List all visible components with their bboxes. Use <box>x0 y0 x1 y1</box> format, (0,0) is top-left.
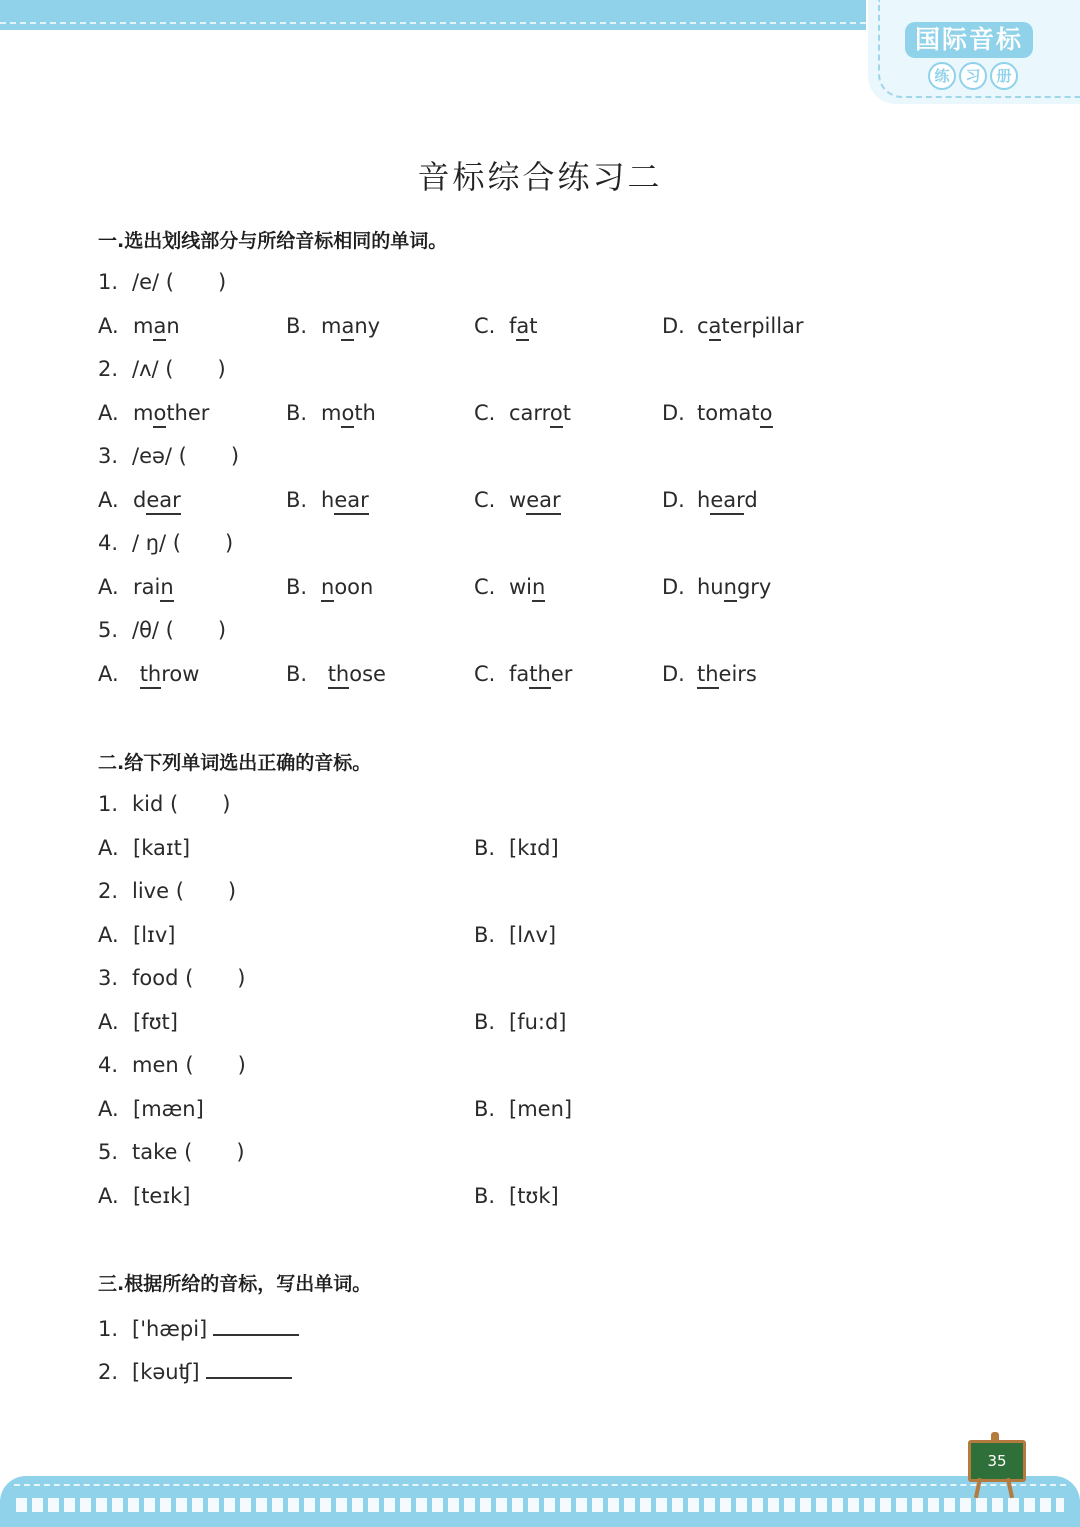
ipa-option: [fu:d] <box>509 1010 567 1034</box>
word-part: m <box>321 401 342 425</box>
question-word: men ( <box>132 1053 194 1077</box>
option-label: B. <box>474 923 496 947</box>
question-word: take ( <box>132 1140 193 1164</box>
option-label: C. <box>474 488 496 512</box>
underlined-letters: ear <box>710 488 744 515</box>
ipa-option: [mæn] <box>133 1097 204 1121</box>
question-number: 4. <box>98 531 119 555</box>
word-part: n <box>166 314 180 338</box>
option-label: A. <box>98 488 119 512</box>
page-title: 音标综合练习二 <box>417 158 663 196</box>
word-part <box>133 662 140 686</box>
question-number: 5. <box>98 1140 119 1164</box>
underlined-letters: o <box>760 401 773 428</box>
option-b <box>474 1182 559 1210</box>
question-number: 2. <box>98 879 119 903</box>
option <box>98 312 180 340</box>
question-line <box>98 616 226 644</box>
option-label: D. <box>662 575 685 599</box>
option <box>98 573 174 601</box>
word-part: hu <box>697 575 724 599</box>
word-part: ose <box>349 662 386 686</box>
word-part: er <box>550 662 573 686</box>
option <box>286 399 376 427</box>
ipa-option: [lʌv] <box>509 923 557 947</box>
option <box>286 312 380 340</box>
underlined-letters: o <box>341 401 354 428</box>
close-paren: ) <box>217 270 227 294</box>
close-paren: ) <box>225 531 234 555</box>
bottom-square-pattern <box>16 1498 1064 1512</box>
underlined-letters: th <box>529 662 551 689</box>
phonetic-symbol: / ŋ/ ( <box>132 531 182 555</box>
option-b <box>474 834 559 862</box>
underlined-letters: a <box>516 314 529 341</box>
word-part: eirs <box>718 662 757 686</box>
underlined-letters: a <box>153 314 166 341</box>
word-part: m <box>321 314 342 338</box>
word-part <box>321 662 328 686</box>
question-line <box>98 1051 246 1079</box>
word-part: row <box>161 662 200 686</box>
ipa-option: [kaɪt] <box>133 836 191 860</box>
ipa-prompt: [kəuʧ] <box>132 1360 200 1384</box>
question-number: 1. <box>98 792 119 816</box>
option-label: B. <box>474 1097 496 1121</box>
word-part: t <box>529 314 538 338</box>
question-line <box>98 268 226 296</box>
ipa-option: [kɪd] <box>509 836 559 860</box>
section-1-heading: 一.选出划线部分与所给音标相同的单词。 <box>98 230 448 252</box>
option-label: A. <box>98 314 119 338</box>
option-label: A. <box>98 1097 119 1121</box>
option-a <box>98 834 190 862</box>
word-part: wi <box>509 575 533 599</box>
underlined-letters: ear <box>334 488 368 515</box>
option <box>474 486 561 514</box>
phonetic-symbol: /eə/ ( <box>132 444 187 468</box>
word-part: t <box>562 401 571 425</box>
word-part: m <box>133 401 154 425</box>
close-paren: ) <box>237 1053 246 1077</box>
underlined-letters: o <box>153 401 166 428</box>
option-label: B. <box>286 662 308 686</box>
write-item <box>98 1312 299 1343</box>
option-label: C. <box>474 401 496 425</box>
option-label: A. <box>98 662 119 686</box>
logo-title: 国际音标 <box>905 22 1033 58</box>
option <box>474 399 571 427</box>
option-label: A. <box>98 575 119 599</box>
answer-blank <box>206 1355 292 1379</box>
page-number: 35 <box>968 1440 1026 1482</box>
option-label: A. <box>98 836 119 860</box>
word-part: fa <box>509 662 530 686</box>
close-paren: ) <box>230 444 240 468</box>
question-line <box>98 790 230 818</box>
question-line <box>98 442 239 470</box>
option-a <box>98 1008 178 1036</box>
word-part: ny <box>354 314 381 338</box>
question-number: 4. <box>98 1053 119 1077</box>
option <box>286 660 386 688</box>
word-part: m <box>133 314 154 338</box>
logo-sub-char: 册 <box>990 62 1018 90</box>
option <box>662 399 773 427</box>
option-label: B. <box>474 1010 496 1034</box>
close-paren: ) <box>217 618 227 642</box>
underlined-letters: ear <box>526 488 560 515</box>
word-part: ther <box>166 401 210 425</box>
phonetic-symbol: /ʌ/ ( <box>132 357 174 381</box>
underlined-letters: n <box>160 575 173 602</box>
chalkboard-icon <box>962 1430 1028 1500</box>
underlined-letters: a <box>709 314 722 341</box>
option <box>662 660 757 688</box>
word-part: tomat <box>697 401 760 425</box>
question-word: kid ( <box>132 792 179 816</box>
question-number: 1. <box>98 270 119 294</box>
option <box>98 486 181 514</box>
option-label: D. <box>662 401 685 425</box>
question-line <box>98 877 236 905</box>
option-a <box>98 921 175 949</box>
option-label: B. <box>286 314 308 338</box>
option-label: C. <box>474 314 496 338</box>
section-3-heading: 三.根据所给的音标，写出单词。 <box>98 1273 372 1295</box>
close-paren: ) <box>227 879 237 903</box>
logo-sub-char: 练 <box>928 62 956 90</box>
ipa-prompt: ['hæpi] <box>132 1317 208 1341</box>
word-part: d <box>744 488 758 512</box>
underlined-letters: n <box>724 575 737 602</box>
option <box>662 486 758 514</box>
underlined-letters: n <box>532 575 545 602</box>
ipa-option: [teɪk] <box>133 1184 191 1208</box>
option-label: C. <box>474 662 496 686</box>
option-a <box>98 1182 191 1210</box>
question-line <box>98 1138 245 1166</box>
word-part: c <box>697 314 709 338</box>
write-item <box>98 1355 292 1386</box>
question-line <box>98 529 233 557</box>
word-part: gry <box>736 575 772 599</box>
underlined-letters: th <box>140 662 162 689</box>
option-a <box>98 1095 204 1123</box>
question-number: 2. <box>98 357 119 381</box>
option <box>286 573 373 601</box>
option <box>98 660 199 688</box>
underlined-letters: n <box>321 575 334 602</box>
word-part: w <box>509 488 527 512</box>
word-part: rai <box>133 575 161 599</box>
question-word: live ( <box>132 879 184 903</box>
phonetic-symbol: /e/ ( <box>132 270 174 294</box>
option-label: B. <box>286 401 308 425</box>
underlined-letters: o <box>550 401 563 428</box>
underlined-letters: ear <box>146 488 180 515</box>
phonetic-symbol: /θ/ ( <box>132 618 174 642</box>
ipa-option: [fʊt] <box>133 1010 178 1034</box>
option-label: B. <box>286 488 308 512</box>
close-paren: ) <box>237 966 246 990</box>
option <box>474 312 538 340</box>
close-paren: ) <box>217 357 226 381</box>
word-part: h <box>697 488 711 512</box>
ipa-option: [men] <box>509 1097 573 1121</box>
word-part: oon <box>334 575 374 599</box>
option <box>98 399 209 427</box>
option <box>474 573 545 601</box>
word-part: carr <box>509 401 550 425</box>
word-part: terpillar <box>721 314 804 338</box>
option-label: D. <box>662 314 685 338</box>
underlined-letters: th <box>328 662 350 689</box>
underlined-letters: a <box>341 314 354 341</box>
option-label: A. <box>98 1010 119 1034</box>
option-label: A. <box>98 923 119 947</box>
question-line <box>98 964 246 992</box>
top-banner <box>0 0 866 30</box>
answer-blank <box>213 1312 299 1336</box>
option-label: B. <box>474 1184 496 1208</box>
option-b <box>474 1008 567 1036</box>
option <box>662 573 771 601</box>
question-line <box>98 355 226 383</box>
option-label: D. <box>662 662 685 686</box>
question-number: 5. <box>98 618 119 642</box>
logo-sub-char: 习 <box>959 62 987 90</box>
question-word: food ( <box>132 966 194 990</box>
word-part: h <box>321 488 335 512</box>
word-part: f <box>509 314 517 338</box>
close-paren: ) <box>222 792 231 816</box>
option <box>662 312 804 340</box>
option-label: C. <box>474 575 496 599</box>
logo-subtitle <box>928 62 1018 90</box>
option-label: D. <box>662 488 685 512</box>
option-label: A. <box>98 1184 119 1208</box>
option-label: B. <box>286 575 308 599</box>
section-2-heading: 二.给下列单词选出正确的音标。 <box>98 752 372 774</box>
option-label: A. <box>98 401 119 425</box>
option <box>286 486 369 514</box>
word-part: th <box>354 401 376 425</box>
option <box>474 660 572 688</box>
question-number: 1. <box>98 1317 119 1341</box>
ipa-option: [tʊk] <box>509 1184 559 1208</box>
option-b <box>474 1095 572 1123</box>
ipa-option: [lɪv] <box>133 923 176 947</box>
option-b <box>474 921 556 949</box>
option-label: B. <box>474 836 496 860</box>
close-paren: ) <box>236 1140 245 1164</box>
question-number: 2. <box>98 1360 119 1384</box>
question-number: 3. <box>98 966 119 990</box>
word-part: d <box>133 488 147 512</box>
question-number: 3. <box>98 444 119 468</box>
underlined-letters: th <box>697 662 719 689</box>
